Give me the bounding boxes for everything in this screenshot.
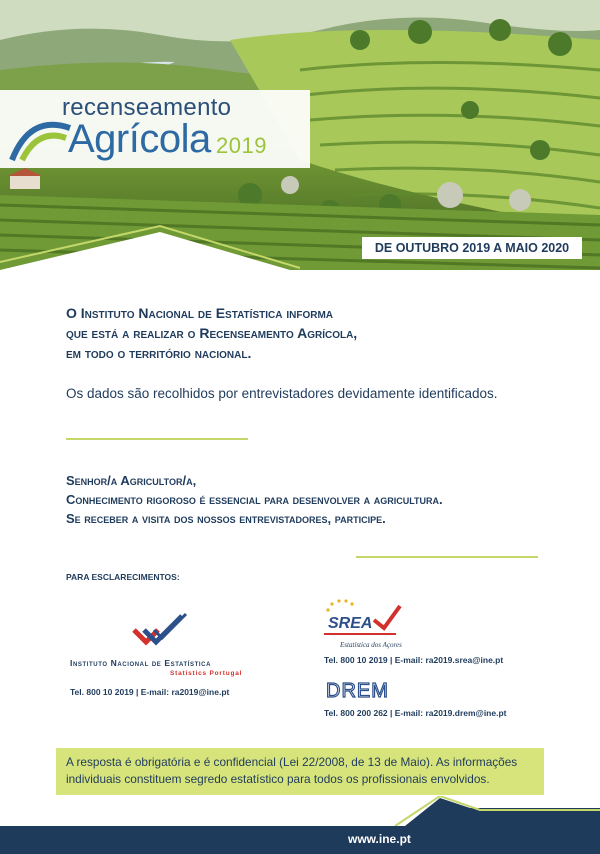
logo-word-recenseamento: recenseamento xyxy=(62,94,232,121)
divider-line xyxy=(356,556,538,558)
srea-contact[interactable]: Tel. 800 10 2019 | E-mail: ra2019.srea@ine.pt xyxy=(324,655,504,665)
notice-line: A resposta é obrigatória e é confidencial (Lei 22/2008, de 13 de Maio). As informações xyxy=(66,755,518,769)
ine-subtitle: Statistics Portugal xyxy=(170,670,243,677)
ine-contact[interactable]: Tel. 800 10 2019 | E-mail: ra2019@ine.pt xyxy=(70,687,230,697)
intro-line: que está a realizar o Recenseamento Agrícola, xyxy=(66,325,358,341)
notice-line: individuais constituem segredo estatístico para todos os profissionais envolvidos. xyxy=(66,772,490,786)
intro-statement xyxy=(66,303,586,363)
srea-star-logo-icon xyxy=(322,598,402,640)
ine-name: Instituto Nacional de Estatística xyxy=(70,658,212,668)
divider-line xyxy=(66,438,248,440)
census-logo xyxy=(0,90,310,168)
farmer-message xyxy=(66,471,596,528)
confidentiality-notice xyxy=(56,748,544,795)
srea-subtitle: Estatística dos Açores xyxy=(340,641,402,649)
farmer-line: Senhor/a Agricultor/a, xyxy=(66,473,197,488)
logo-word-agricola: Agrícola xyxy=(68,117,211,161)
footer-mountain-decoration xyxy=(0,796,600,828)
srea-wordmark: SREA xyxy=(328,615,373,632)
ine-chevron-logo-icon xyxy=(132,612,190,652)
footer-website-link[interactable]: www.ine.pt xyxy=(348,832,411,846)
collection-note: Os dados são recolhidos por entrevistadores devidamente identificados. xyxy=(66,386,498,401)
farmer-line: Se receber a visita dos nossos entrevistadores, participe. xyxy=(66,511,386,526)
intro-line: O Instituto Nacional de Estatística informa xyxy=(66,305,333,321)
footer-band xyxy=(0,826,600,854)
intro-line: em todo o território nacional. xyxy=(66,345,252,361)
farmer-line: Conhecimento rigoroso é essencial para desenvolver a agricultura. xyxy=(66,492,443,507)
hero-photo xyxy=(0,0,600,270)
date-range-banner: DE OUTUBRO 2019 A MAIO 2020 xyxy=(362,237,582,259)
drem-logo xyxy=(326,678,388,707)
drem-contact[interactable]: Tel. 800 200 262 | E-mail: ra2019.drem@ine.pt xyxy=(324,708,507,718)
logo-year: 2019 xyxy=(216,133,267,158)
contacts-heading: PARA ESCLARECIMENTOS: xyxy=(66,572,180,582)
drem-wordmark: DREM xyxy=(326,680,388,702)
drem-logo-icon xyxy=(326,678,388,702)
srea-logo xyxy=(322,598,402,645)
